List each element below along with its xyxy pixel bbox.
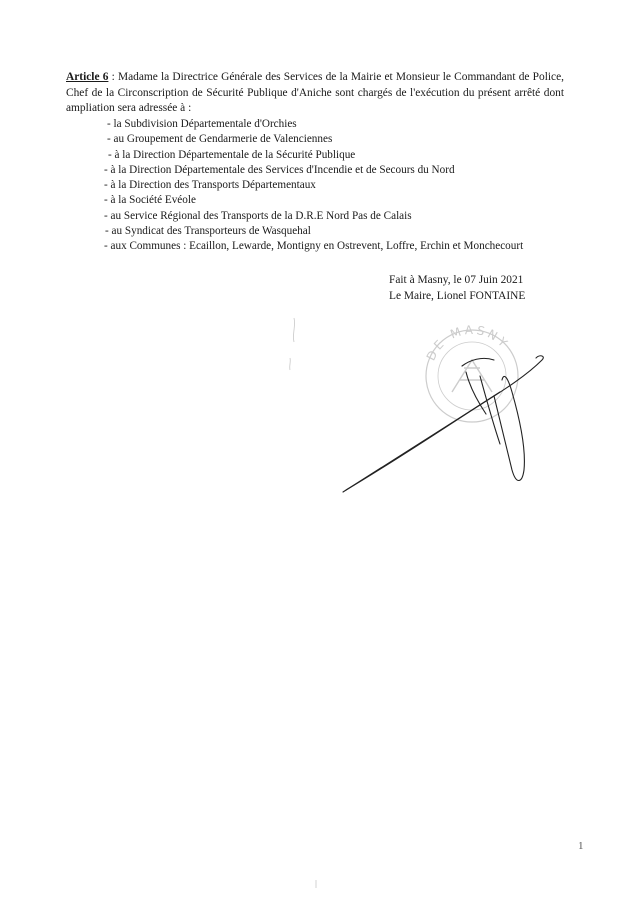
list-item: - au Groupement de Gendarmerie de Valenciennes	[107, 133, 333, 146]
list-item: - à la Direction Départementale de la Sécurité Publique	[108, 148, 356, 161]
svg-text:DE MASNY	[424, 323, 512, 363]
stamp-text: DE MASNY	[423, 322, 513, 363]
list-item: - au Service Régional des Transports de la D.R.E Nord Pas de Calais	[104, 209, 412, 222]
list-item: - au Syndicat des Transporteurs de Wasquehal	[105, 225, 311, 238]
article-6-paragraph	[66, 70, 564, 117]
list-item: - aux Communes : Ecaillon, Lewarde, Montigny en Ostrevent, Loffre, Erchin et Monchecourt	[104, 240, 524, 253]
list-item: - la Subdivision Départementale d'Orchies	[107, 118, 297, 130]
list-item: - à la Direction des Transports Départementaux	[104, 179, 316, 192]
article-text: : Madame la Directrice Générale des Services de la Mairie et Monsieur le Commandant de Police, Chef de la Circonscription de Sécurité Publique d'Aniche sont chargés de l'exécution du présent arrêté dont ampliation sera adressée à :	[66, 71, 564, 114]
seal-stamp	[424, 323, 518, 422]
signatory: Le Maire, Lionel FONTAINE	[389, 290, 526, 302]
page-mark: 1	[578, 840, 584, 852]
recipients-list	[104, 117, 523, 255]
faint-marks	[290, 318, 316, 888]
article-label: Article 6	[66, 71, 109, 83]
signature-block	[389, 272, 525, 304]
list-item: - à la Direction Départementale des Services d'Incendie et de Secours du Nord	[104, 163, 455, 176]
handwritten-signature	[343, 356, 543, 492]
list-item: - à la Société Evéole	[104, 194, 196, 207]
place-date: Fait à Masny, le 07 Juin 2021	[389, 274, 524, 286]
